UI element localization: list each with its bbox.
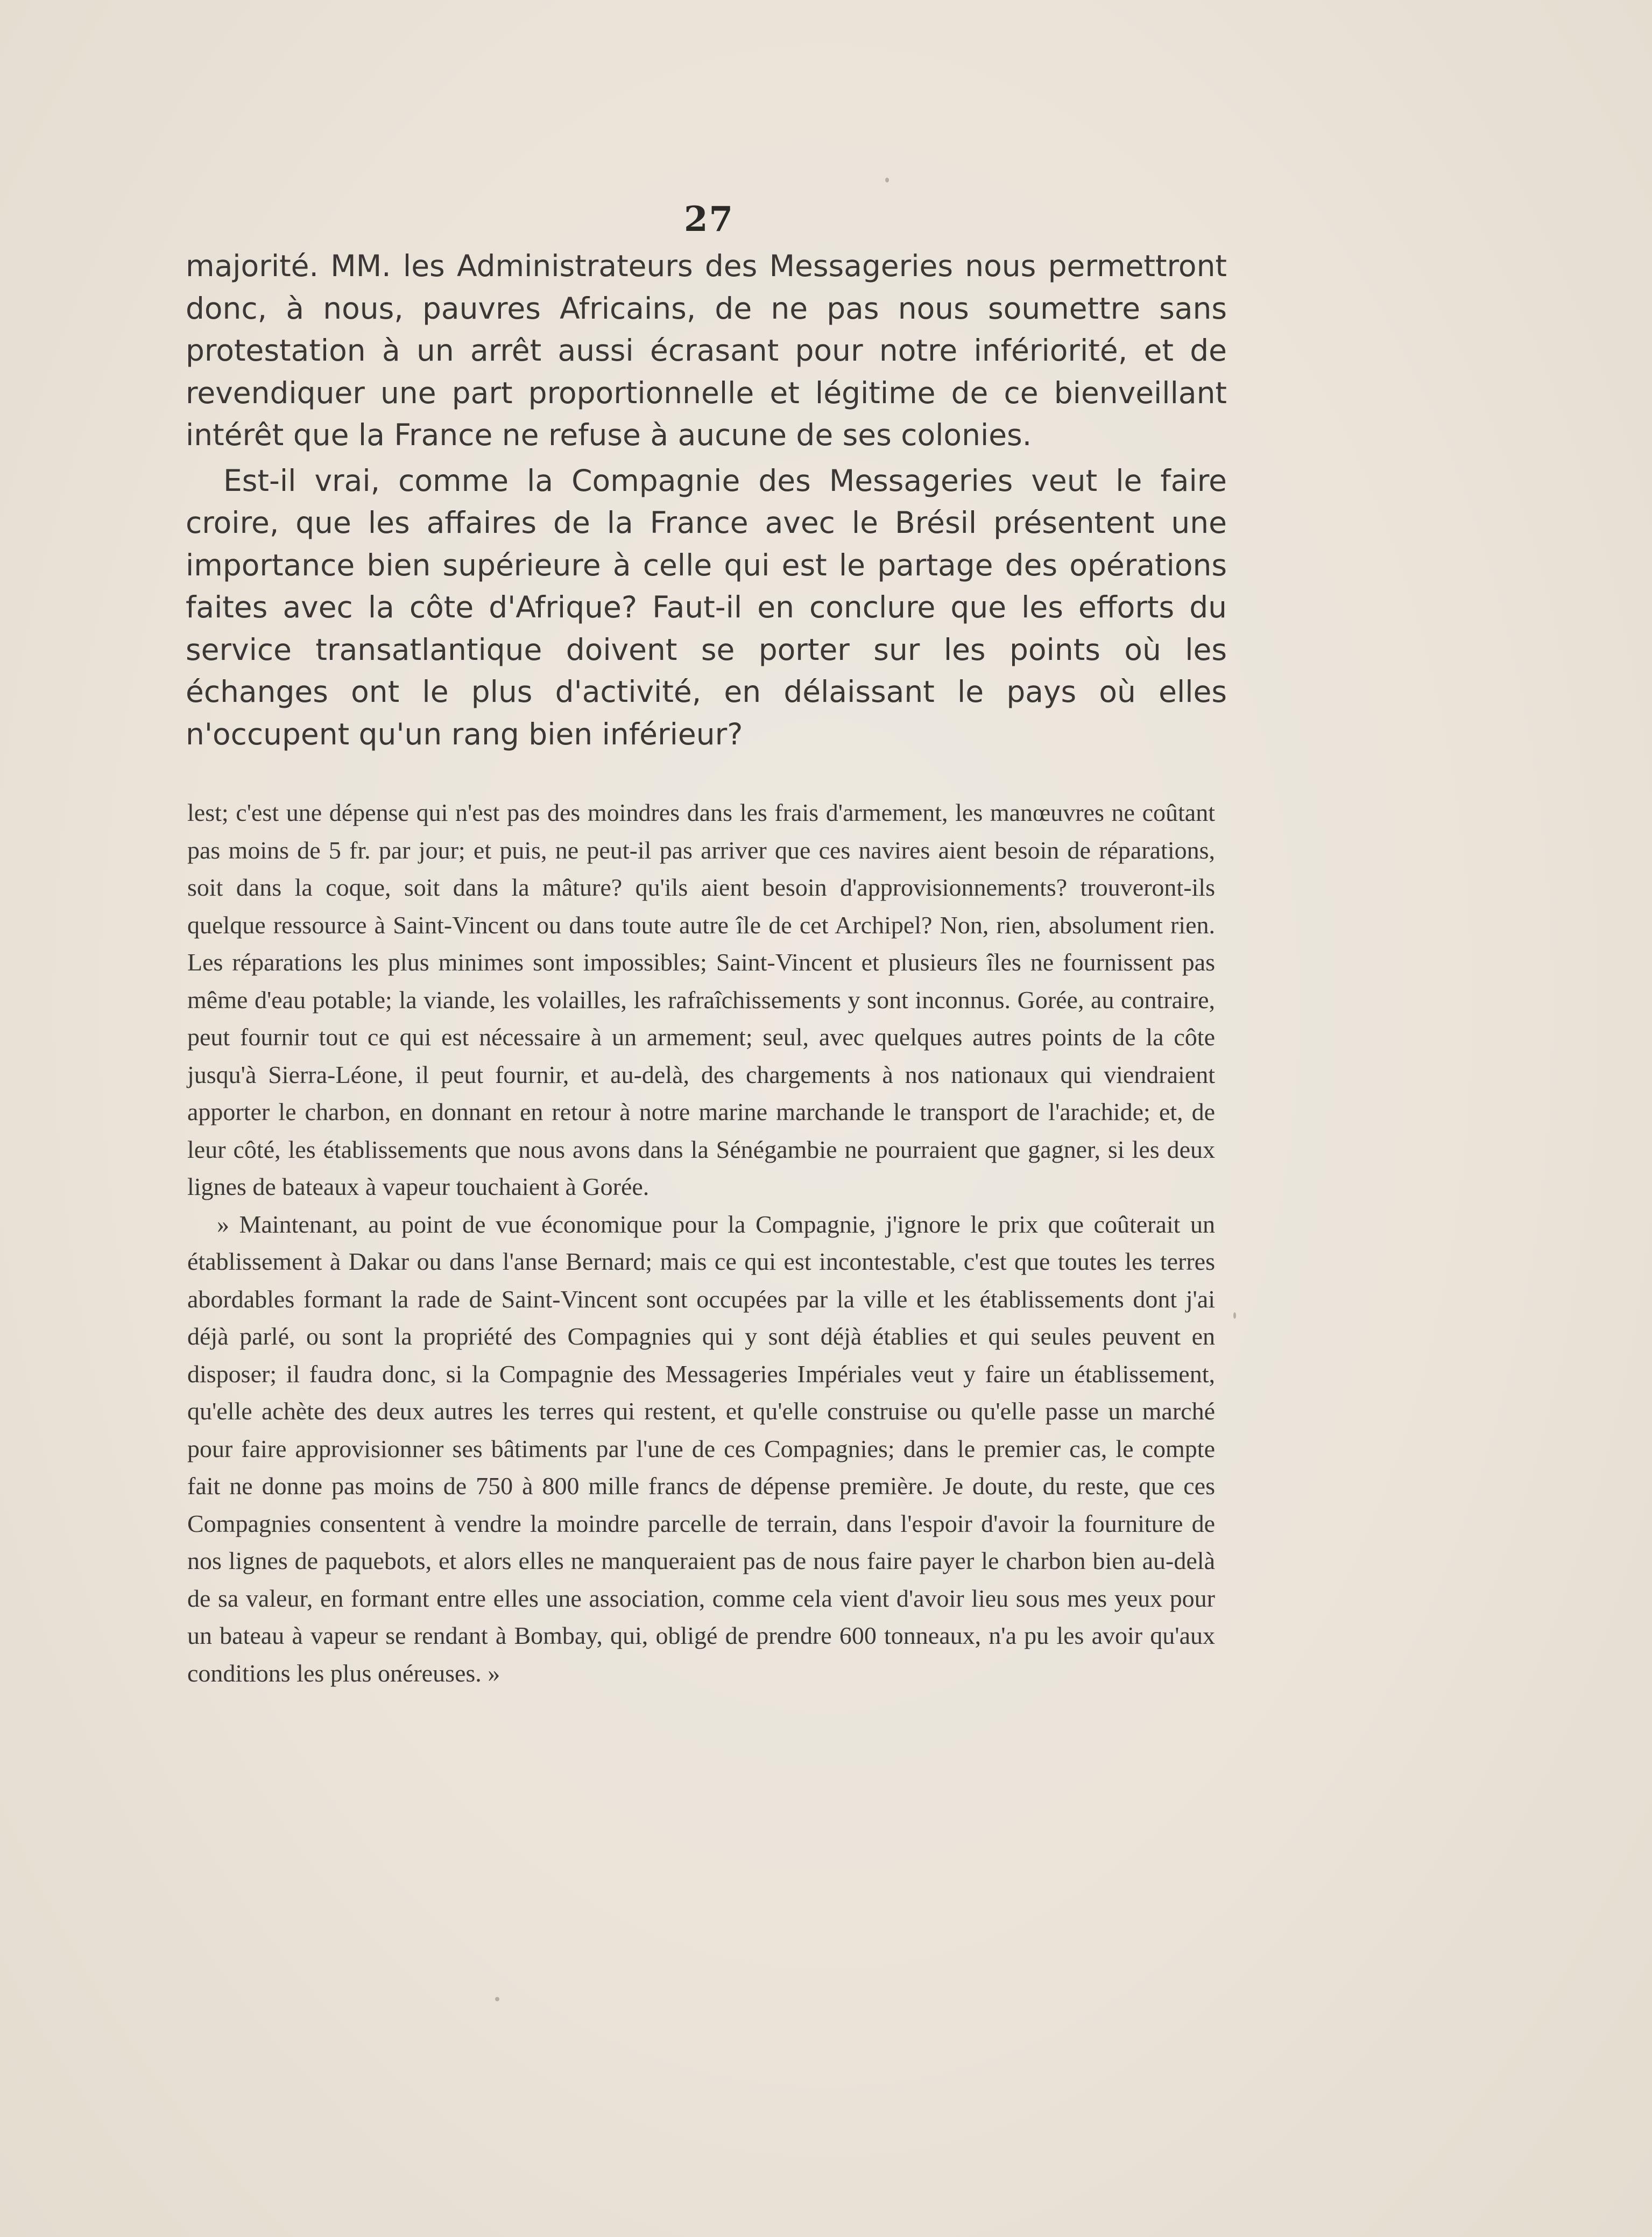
- paragraph: majorité. MM. les Administrateurs des Messageries nous permettront donc, à nous, pauvres Africains, de ne pas nous soumettre sans protestation à un arrêt aussi écrasant pour notre infériorité, et de revendiquer une part proportionnelle et légitime de ce bienveillant intérêt que la France ne refuse à aucune de ses colonies.: [186, 249, 1227, 452]
- page-number: 27: [683, 199, 735, 240]
- paragraph: lest; c'est une dépense qui n'est pas des moindres dans les frais d'armement, les manœuvres ne coûtant pas moins de 5 fr. par jour; et puis, ne peut-il pas arriver que ces navires aient besoin de réparations, soit dans la coque, soit dans la mâture? qu'ils aient besoin d'approvisionnements? trouveront-ils quelque ressource à Saint-Vincent ou dans toute autre île de cet Archipel? Non, rien, absolument rien. Les réparations les plus minimes sont impossibles; Saint-Vincent et plusieurs îles ne fournissent pas même d'eau potable; la viande, les volailles, les rafraîchissements y sont inconnus. Gorée, au contraire, peut fournir tout ce qui est nécessaire à un armement; seul, avec quelques autres points de la côte jusqu'à Sierra-Léone, il peut fournir, et au-delà, des chargements à nos nationaux qui viendraient apporter le charbon, en donnant en retour à notre marine marchande le transport de l'arachide; et, de leur côté, les établissements que nous avons dans la Sénégambie ne pourraient que gagner, si les deux lignes de bateaux à vapeur touchaient à Gorée.: [187, 799, 1215, 1200]
- main-text-block: [186, 245, 1227, 755]
- paragraph: » Maintenant, au point de vue économique pour la Compagnie, j'ignore le prix que coûterait un établissement à Dakar ou dans l'anse Bernard; mais ce qui est incontestable, c'est que toutes les terres abordables formant la rade de Saint-Vincent sont occupées par la ville et les établissements dont j'ai déjà parlé, ou sont la propriété des Compagnies qui y sont déjà établies et qui seules peuvent en disposer; il faudra donc, si la Compagnie des Messageries Impériales veut y faire un établissement, qu'elle achète des deux autres les terres qui restent, et qu'elle construise ou qu'elle passe un marché pour faire approvisionner ses bâtiments par l'une de ces Compagnies; dans le premier cas, le compte fait ne donne pas moins de 750 à 800 mille francs de dépense première. Je doute, du reste, que ces Compagnies consentent à vendre la moindre parcelle de terrain, dans l'espoir d'avoir la fourniture de nos lignes de paquebots, et alors elles ne manqueraient pas de nous faire payer le charbon bien au-delà de sa valeur, en formant entre elles une association, comme cela vient d'avoir lieu sous mes yeux pour un bateau à vapeur se rendant à Bombay, qui, obligé de prendre 600 tonneaux, n'a pu les avoir qu'aux conditions les plus onéreuses. »: [187, 1210, 1215, 1687]
- paper-speck: [885, 178, 889, 182]
- paragraph: Est-il vrai, comme la Compagnie des Messageries veut le faire croire, que les affaires de la France avec le Brésil présentent une importance bien supérieure à celle qui est le partage des opérations faites avec la côte d'Afrique? Faut-il en conclure que les efforts du service transatlantique doivent se porter sur les points où les échanges ont le plus d'activité, en délaissant le pays où elles n'occupent qu'un rang bien inférieur?: [186, 463, 1227, 751]
- quoted-text-block: [187, 794, 1215, 1692]
- paper-speck: [495, 1997, 499, 2001]
- paper-speck: [1233, 1312, 1236, 1319]
